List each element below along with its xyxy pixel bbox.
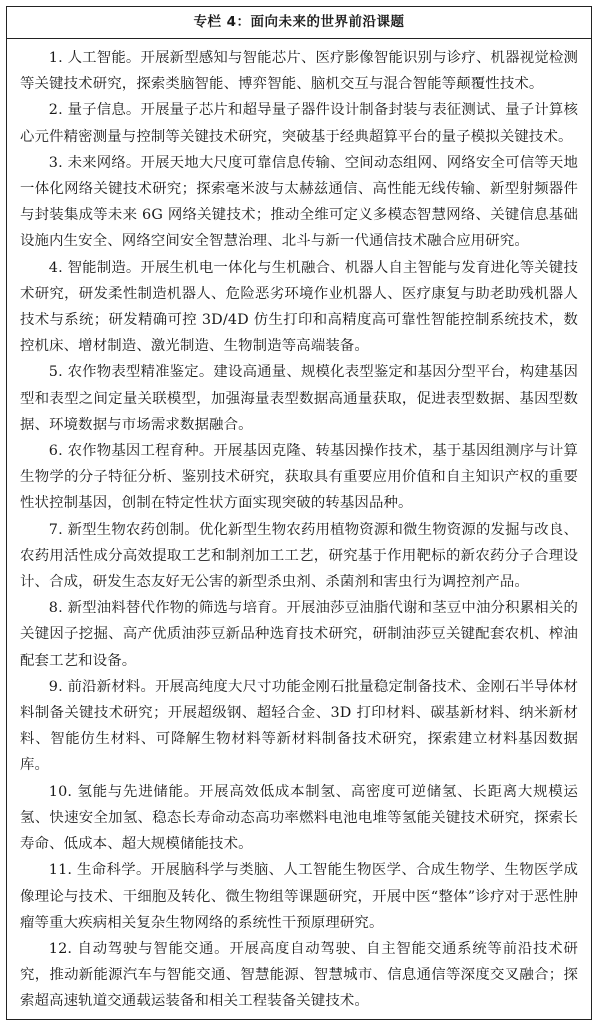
column-title: 专栏 4：面向未来的世界前沿课题 xyxy=(7,7,591,39)
topic-item-autonomous-driving: 12. 自动驾驶与智能交通。开展高度自动驾驶、自主智能交通系统等前沿技术研究，推动新能源汽车与智能交通、智慧能源、智慧城市、信息通信等深度交叉融合；探索超高速轨道交通载运装备和相关工程装备关键技术。 xyxy=(20,940,578,1010)
column-box xyxy=(6,6,592,1020)
topic-item-bio-pesticide: 7. 新型生物农药创制。优化新型生物农药用植物资源和微生物资源的发掘与改良、农药用活性成分高效提取工艺和制剂加工工艺，研究基于作用靶标的新农药分子合理设计、合成，研发生态友好无公害的新型杀虫剂、杀菌剂和害虫行为调控剂产品。 xyxy=(20,521,578,591)
topic-item-smart-manufacturing: 4. 智能制造。开展生机电一体化与生机融合、机器人自主智能与发育进化等关键技术研究，研发柔性制造机器人、危险恶劣环境作业机器人、医疗康复与助老助残机器人技术与系统；研发精确可控 3D/4D 仿生打印和高精度高可靠性智能控制系统技术，数控机床、增材制造、激光制造、生物制造等高端装备。 xyxy=(20,259,578,355)
topic-item-hydrogen-storage: 10. 氢能与先进储能。开展高效低成本制氢、高密度可逆储氢、长距离大规模运氢、快速安全加氢、稳态长寿命动态高功率燃料电池电堆等氢能关键技术研究，探索长寿命、低成本、超大规模储能技术。 xyxy=(20,783,578,853)
topic-item-oil-crops: 8. 新型油料替代作物的筛选与培育。开展油莎豆油脂代谢和茎豆中油分积累相关的关键因子挖掘、高产优质油莎豆新品种选育技术研究，研制油莎豆关键配套农机、榨油配套工艺和设备。 xyxy=(20,600,578,669)
topic-item-new-materials: 9. 前沿新材料。开展高纯度大尺寸功能金刚石批量稳定制备技术、金刚石半导体材料制备关键技术研究；开展超级钢、超轻合金、3D 打印材料、碳基新材料、纳米新材料、智能仿生材料、可降解生物材料等新材料制备技术研究，探索建立材料基因数据库。 xyxy=(20,678,578,774)
topic-item-life-science: 11. 生命科学。开展脑科学与类脑、人工智能生物医学、合成生物学、生物医学成像理论与技术、干细胞及转化、微生物组等课题研究，开展中医“整体”诊疗对于恶性肿瘤等重大疾病相关复杂生物网络的系统性干预原理研究。 xyxy=(20,862,578,931)
topic-item-ai: 1. 人工智能。开展新型感知与智能芯片、医疗影像智能识别与诊疗、机器视觉检测等关键技术研究，探索类脑智能、博弈智能、脑机交互与混合智能等颠覆性技术。 xyxy=(20,50,578,93)
topic-item-crop-phenotype: 5. 农作物表型精准鉴定。建设高通量、规模化表型鉴定和基因分型平台，构建基因型和表型之间定量关联模型，加强海量表型数据高通量获取，促进表型数据、基因型数据、环境数据与市场需求数据融合。 xyxy=(20,364,578,433)
topic-item-future-network: 3. 未来网络。开展天地大尺度可靠信息传输、空间动态组网、网络安全可信等天地一体化网络关键技术研究；探索毫米波与太赫兹通信、高性能无线传输、新型射频器件与封装集成等未来 6G 网络关键技术；推动全维可定义多模态智慧网络、关键信息基础设施内生安全、网络空间安全智慧治理、北斗与新一代通信技术融合应用研究。 xyxy=(20,154,578,250)
topic-item-crop-genetic-breeding: 6. 农作物基因工程育种。开展基因克隆、转基因操作技术，基于基因组测序与计算生物学的分子特征分析、鉴别技术研究，获取具有重要应用价值和自主知识产权的重要性状控制基因，创制在特定性状方面实现突破的转基因品种。 xyxy=(20,443,578,512)
column-body xyxy=(7,39,591,1015)
topic-item-quantum: 2. 量子信息。开展量子芯片和超导量子器件设计制备封装与表征测试、量子计算核心元件精密测量与控制等关键技术研究，突破基于经典超算平台的量子模拟关键技术。 xyxy=(20,102,578,145)
